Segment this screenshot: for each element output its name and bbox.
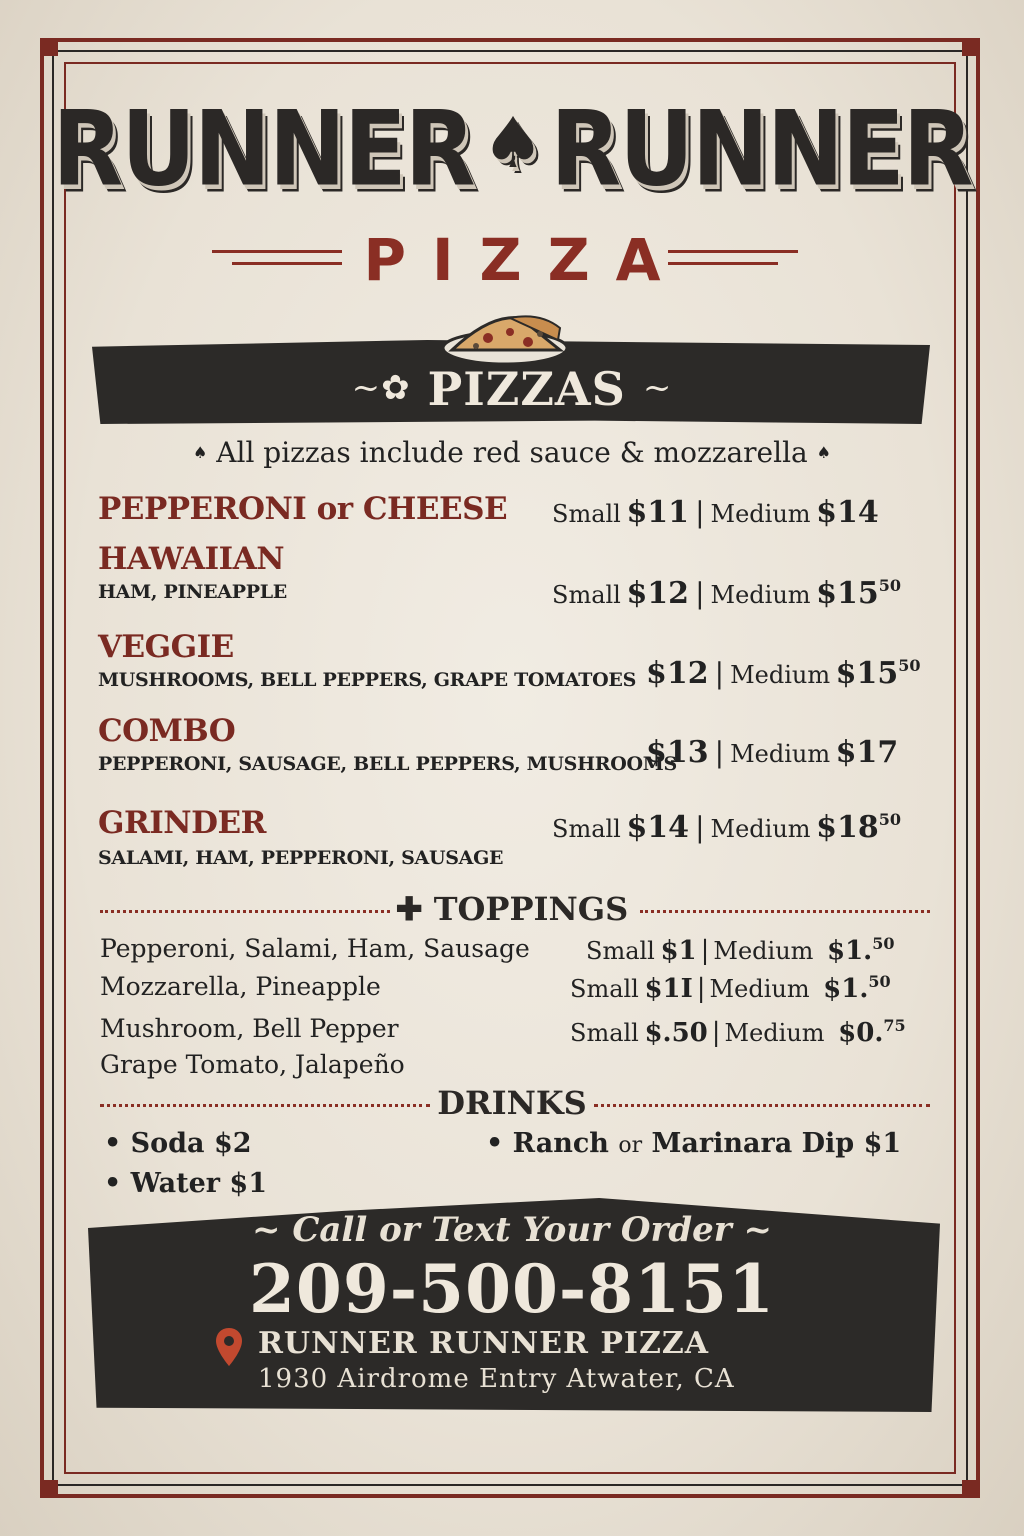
item-name: VEGGIE [98,629,234,665]
small-price: $14 [626,810,690,845]
size-label: Medium [710,500,811,528]
small-price: $1 [660,936,697,966]
drinks-heading: DRINKS [437,1084,587,1122]
item-price: $13 | Medium $17 [646,735,899,770]
drink-water-label: Water $1 [130,1168,267,1199]
size-label: Medium [730,661,831,689]
size-label: Medium [730,740,831,768]
item-description: SALAMI, HAM, PEPPERONI, SAUSAGE [98,847,504,869]
phone-number[interactable]: 209-500-8151 [248,1250,775,1328]
pizzas-heading-label: PIZZAS [427,362,626,416]
medium-price-cents: 50 [898,656,921,675]
item-price: $12 | Medium $1550 [646,656,921,691]
small-price: $11 [626,495,690,530]
topping-price: Small $1 | Medium $1.50 [586,934,895,966]
topping-price: Small $1I | Medium $1.50 [570,972,891,1004]
pizza-note [0,436,1024,469]
title-word-left: RUNNER [52,89,474,210]
corner-ornament [40,1480,58,1498]
topping-row: Mozzarella, Pineapple [100,972,381,1001]
flourish-left: ~✿ [351,368,411,408]
pizza-note-text: All pizzas include red sauce & mozzarella [216,436,808,469]
restaurant-subtitle: PIZZA [363,226,687,294]
size-label: Small [570,1019,639,1047]
item-name: COMBO [98,713,236,749]
small-price: $12 [626,576,690,611]
size-label: Medium [710,581,811,609]
item-name: HAWAIIAN [98,541,285,577]
medium-price-cents: 50 [878,810,901,829]
dip-item [486,1130,901,1157]
dip-option-a: Ranch [512,1128,609,1159]
map-pin-icon [214,1326,244,1368]
bullet-spade-icon: ♠ [816,443,831,462]
small-price: $13 [646,735,709,770]
pizza-slice-icon [440,310,570,366]
bullet-dot: • [486,1128,504,1159]
topping-row: Pepperoni, Salami, Ham, Sausage [100,934,530,963]
business-name: RUNNER RUNNER PIZZA [258,1326,710,1361]
size-label: Medium [724,1019,825,1047]
item-name: PEPPERONI or CHEESE [98,491,508,527]
item-description: HAM, PINEAPPLE [98,581,287,603]
size-label: Small [552,500,621,528]
title-word-right: RUNNER [550,89,972,210]
dip-option-b: Marinara Dip $1 [651,1128,902,1159]
small-price: $1I [644,974,693,1004]
medium-price-cents: 50 [872,934,895,953]
menu-item-veggie [98,629,636,691]
medium-price: $14 [816,495,879,530]
medium-price: $1. [827,936,873,966]
business-address[interactable]: 1930 Airdrome Entry Atwater, CA [258,1364,735,1394]
medium-price: $15 [816,576,879,611]
corner-ornament [962,38,980,56]
bullet-dot: • [104,1168,122,1199]
bullet-dot: • [104,1128,122,1159]
size-label: Small [570,975,639,1003]
drink-soda-label: Soda $2 [130,1128,252,1159]
size-label: Small [552,581,621,609]
size-label: Medium [709,975,810,1003]
medium-price-cents: 50 [878,576,901,595]
size-label: Medium [710,815,811,843]
small-price: $.50 [644,1018,708,1048]
pizzas-heading [0,362,1024,416]
flourish-right: ~ [642,368,673,408]
menu-item-combo [98,713,677,775]
menu-item-hawaiian [98,541,287,603]
item-price: Small $14 | Medium $1850 [552,810,901,845]
medium-price: $15 [835,656,899,691]
topping-price: Small $.50 | Medium $0.75 [570,1016,906,1048]
item-price: Small $11 | Medium $14 [552,495,879,530]
medium-price: $17 [835,735,899,770]
medium-price: $1. [823,974,869,1004]
menu-item-pepperoni-cheese [98,491,508,527]
medium-price-cents: 75 [883,1016,906,1035]
item-name: GRINDER [98,805,266,841]
medium-price-cents: 50 [868,972,891,991]
medium-price: $18 [816,810,879,845]
restaurant-title [0,89,1024,210]
toppings-heading-label: TOPPINGS [433,890,629,928]
plus-icon: ✚ [395,890,423,928]
subtitle-row [0,226,1024,296]
item-description: MUSHROOMS, BELL PEPPERS, GRAPE TOMATOES [98,669,636,691]
small-price: $12 [646,656,709,691]
call-to-order [0,1210,1024,1250]
flourish-left: ~ [251,1210,281,1250]
menu-item-grinder [98,805,504,869]
item-price: Small $12 | Medium $1550 [552,576,901,611]
toppings-heading [0,890,1024,928]
drink-water [104,1170,267,1197]
corner-ornament [962,1480,980,1498]
size-label: Small [552,815,621,843]
bullet-spade-icon: ♠ [193,443,208,462]
flourish-right: ~ [743,1210,773,1250]
call-to-order-text: Call or Text Your Order [292,1210,732,1250]
topping-row: Mushroom, Bell Pepper [100,1014,399,1043]
size-label: Medium [713,937,814,965]
dip-or: or [618,1133,643,1158]
spade-icon: ♠ [481,102,543,184]
medium-price: $0. [838,1018,884,1048]
drink-soda [104,1130,252,1157]
corner-ornament [40,38,58,56]
size-label: Small [586,937,655,965]
item-description: PEPPERONI, SAUSAGE, BELL PEPPERS, MUSHROOMS [98,753,677,775]
topping-row: Grape Tomato, Jalapeño [100,1050,405,1079]
